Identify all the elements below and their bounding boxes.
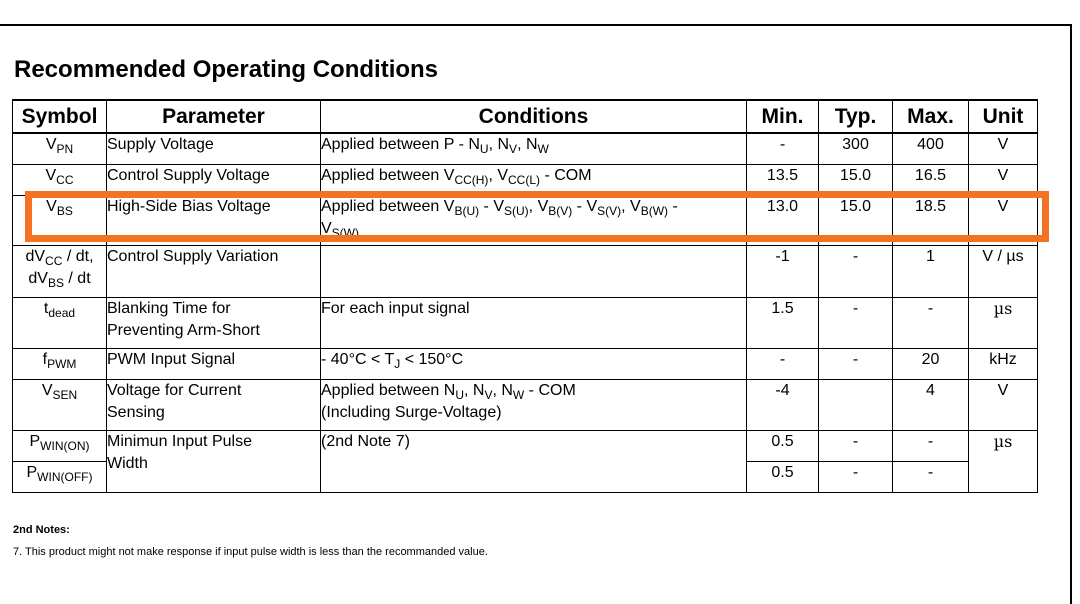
typ-cell: 15.0 [819, 195, 893, 245]
section-title: Recommended Operating Conditions [14, 56, 439, 83]
conditions-cell: (2nd Note 7) [321, 430, 747, 492]
min-cell: 13.5 [747, 164, 819, 195]
conditions-cell: Applied between P - $N_U$, $N_V$, $N_W$ [321, 133, 747, 164]
max-cell: 16.5 [893, 164, 969, 195]
header-max: Max. [893, 100, 969, 133]
unit-cell: V [969, 133, 1038, 164]
table-row [13, 195, 1038, 245]
parameter-cell: Supply Voltage [107, 133, 321, 164]
typ-cell: - [819, 461, 893, 492]
conditions-cell: Applied between $V_{B(U)} - V_{S(U)}$, $V_{B(V)} - V_{S(V)}$, $V_{B(W)}$ - $V_{S(W)}$ [321, 195, 747, 245]
page-right-border [1070, 24, 1072, 604]
typ-cell [819, 379, 893, 430]
max-cell: 1 [893, 245, 969, 297]
min-cell: - [747, 348, 819, 379]
symbol-cell: $V_{CC}$ [13, 164, 107, 195]
min-cell: -1 [747, 245, 819, 297]
symbol-cell: $V_{BS}$ [13, 195, 107, 245]
parameter-cell: PWM Input Signal [107, 348, 321, 379]
typ-cell: - [819, 297, 893, 348]
min-cell: - [747, 133, 819, 164]
conditions-cell: Applied between $N_U$, $N_V$, $N_W$ - COM (Including Surge-Voltage) [321, 379, 747, 430]
typ-cell: - [819, 430, 893, 461]
header-parameter: Parameter [107, 100, 321, 133]
parameter-cell: High-Side Bias Voltage [107, 195, 321, 245]
typ-cell: 300 [819, 133, 893, 164]
min-cell: 0.5 [747, 461, 819, 492]
conditions-cell: - $40^\circ C < T_J < 150^\circ C$ [321, 348, 747, 379]
table-header-row [13, 100, 1038, 133]
parameter-cell: Control Supply Variation [107, 245, 321, 297]
typ-cell: 15.0 [819, 164, 893, 195]
operating-conditions-table [12, 99, 1038, 493]
unit-cell: µs [969, 297, 1038, 348]
unit-cell: V [969, 164, 1038, 195]
max-cell: - [893, 461, 969, 492]
max-cell: 18.5 [893, 195, 969, 245]
max-cell: 20 [893, 348, 969, 379]
unit-cell: V [969, 379, 1038, 430]
parameter-cell: Voltage for Current Sensing [107, 379, 321, 430]
symbol-cell: $P_{WIN(OFF)}$ [13, 461, 107, 492]
notes-title: 2nd Notes: [13, 524, 70, 536]
symbol-cell: $dV_{CC}$ / dt, $dV_{BS}$ / dt [13, 245, 107, 297]
min-cell: 0.5 [747, 430, 819, 461]
note-7: 7. This product might not make response if input pulse width is less than the recommanded value. [13, 546, 488, 558]
unit-cell: µs [969, 430, 1038, 492]
header-conditions: Conditions [321, 100, 747, 133]
min-cell: -4 [747, 379, 819, 430]
parameter-cell: Blanking Time for Preventing Arm-Short [107, 297, 321, 348]
unit-cell: V / µs [969, 245, 1038, 297]
symbol-cell: $V_{SEN}$ [13, 379, 107, 430]
page-top-border [0, 24, 1072, 26]
table-row [13, 245, 1038, 297]
header-unit: Unit [969, 100, 1038, 133]
table-row [13, 133, 1038, 164]
max-cell: 4 [893, 379, 969, 430]
typ-cell: - [819, 245, 893, 297]
parameter-cell: Control Supply Voltage [107, 164, 321, 195]
conditions-cell [321, 245, 747, 297]
max-cell: 400 [893, 133, 969, 164]
conditions-cell: Applied between $V_{CC(H)}$, $V_{CC(L)}$ - COM [321, 164, 747, 195]
symbol-cell: $f_{PWM}$ [13, 348, 107, 379]
min-cell: 13.0 [747, 195, 819, 245]
table-row [13, 164, 1038, 195]
header-typ: Typ. [819, 100, 893, 133]
unit-cell: kHz [969, 348, 1038, 379]
table-row [13, 348, 1038, 379]
parameter-cell: Minimun Input Pulse Width [107, 430, 321, 492]
typ-cell: - [819, 348, 893, 379]
conditions-cell: For each input signal [321, 297, 747, 348]
max-cell: - [893, 430, 969, 461]
header-min: Min. [747, 100, 819, 133]
header-symbol: Symbol [13, 100, 107, 133]
table-row [13, 430, 1038, 461]
max-cell: - [893, 297, 969, 348]
table-row [13, 379, 1038, 430]
symbol-cell: $t_{dead}$ [13, 297, 107, 348]
table-row [13, 297, 1038, 348]
unit-cell: V [969, 195, 1038, 245]
symbol-cell: $P_{WIN(ON)}$ [13, 430, 107, 461]
min-cell: 1.5 [747, 297, 819, 348]
symbol-cell: $V_{PN}$ [13, 133, 107, 164]
